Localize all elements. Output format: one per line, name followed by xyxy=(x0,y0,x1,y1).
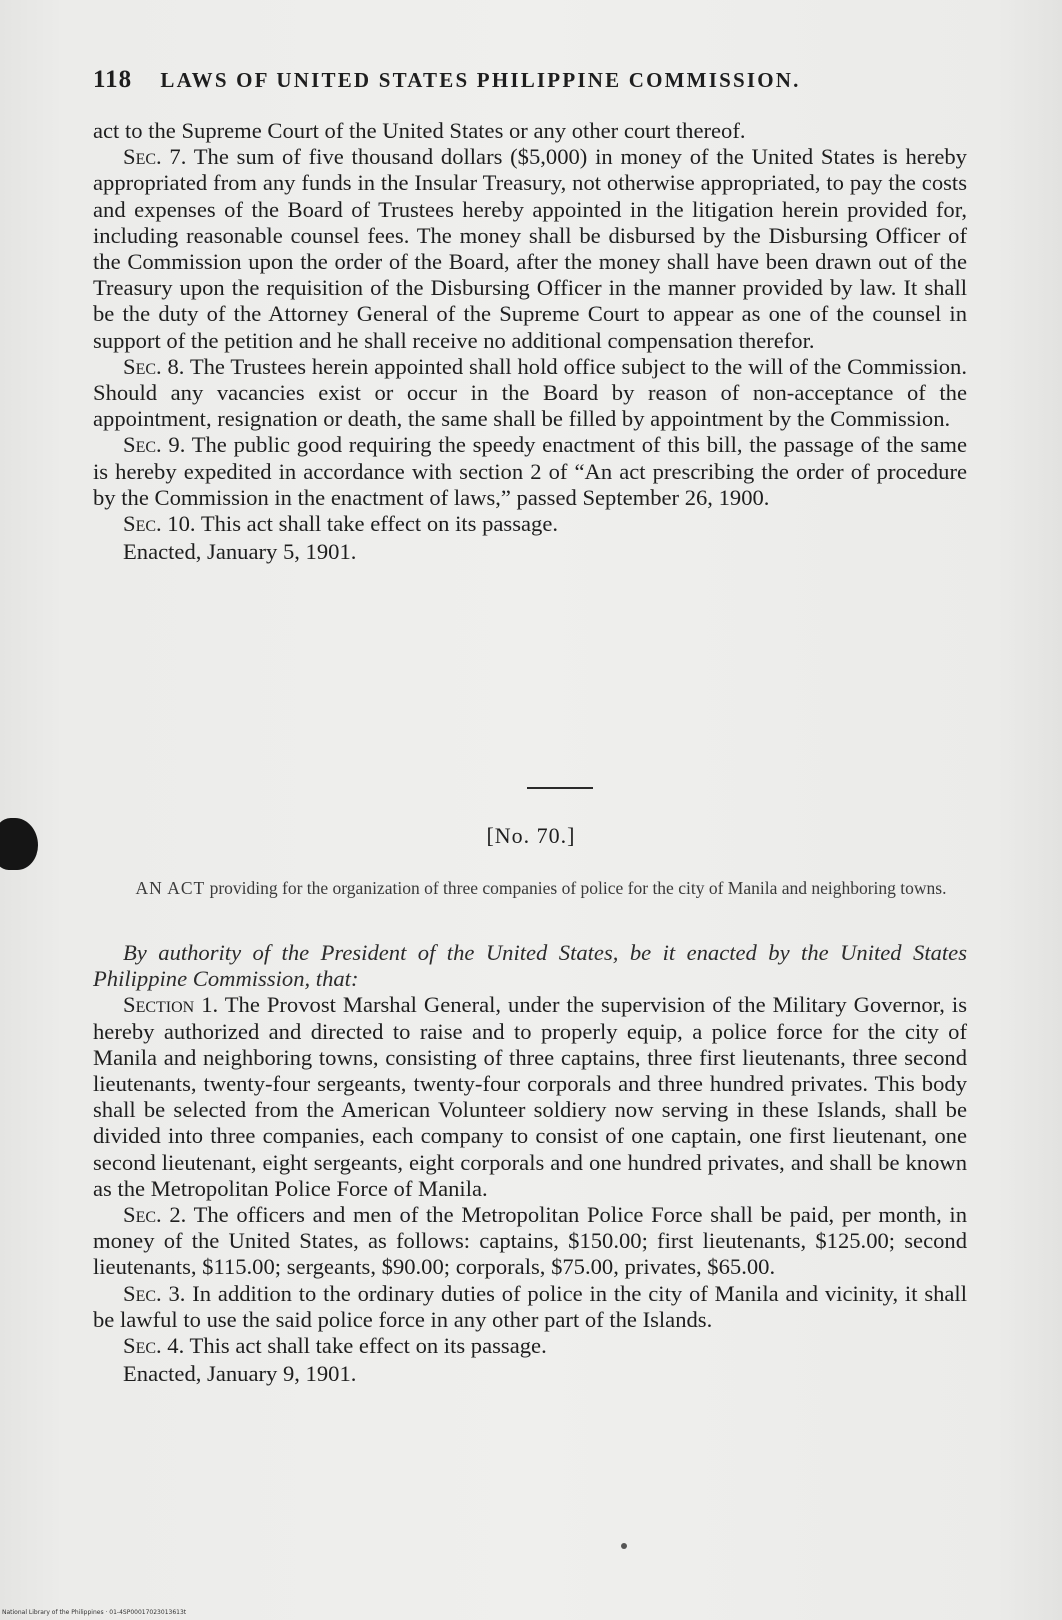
section-text: The Provost Marshal General, under the supervision of the Military Governor, is hereby authorized and directed to raise and to properly equip, a police force for the city of Manila and neighboring towns, consisting of three captains, three first lieutenants, three second lieutenants, twenty-four sergeants, twenty-four corporals and three hundred privates. This body shall be selected from the American Volunteer soldiery now serving in these Islands, shall be divided into three companies, each company to consist of one captain, one first lieutenant, one second lieutenant, eight sergeants, eight corporals and one hundred privates, and shall be known as the Metropolitan Police Force of Manila. xyxy=(93,992,967,1201)
section-label: Sec. 7. xyxy=(123,144,187,170)
section-text: The officers and men of the Metropolitan Police Force shall be paid, per month, in money of the United States, as follows: captains, $150.00; first lieutenants, $125.00; second lieutenants, $115.00; sergeants, $90.00; corporals, $75.00, privates, $65.00. xyxy=(93,1202,967,1280)
act-70-section-3 xyxy=(93,1281,967,1333)
act-69-section-8 xyxy=(93,354,967,433)
section-text: This act shall take effect on its passage. xyxy=(189,1333,547,1359)
enacting-clause: By authority of the President of the United States, be it enacted by the United States Philippine Commission, that: xyxy=(93,940,967,992)
section-label: Sec. 4. xyxy=(123,1333,185,1359)
act-69-section-9 xyxy=(93,432,967,511)
act-69-section-7 xyxy=(93,144,967,354)
act-title-text: providing for the organization of three companies of police for the city of Manila and neighboring towns. xyxy=(209,878,947,898)
section-text: The sum of five thousand dollars ($5,000) in money of the United States is hereby appropriated from any funds in the Insular Treasury, not otherwise appropriated, to pay the costs and expenses of the Board of Trustees hereby appointed in the litigation herein provided for, including reasonable counsel fees. The money shall be disbursed by the Disbursing Officer of the Commission upon the order of the Board, after the money shall have been drawn out of the Treasury upon the requisition of the Disbursing Officer in the manner provided by law. It shall be the duty of the Attorney General of the Supreme Court to appear as one of the counsel in support of the petition and he shall receive no additional compensation therefor. xyxy=(93,144,967,353)
section-label: Sec. 3. xyxy=(123,1280,186,1306)
act-69-enacted-date: Enacted, January 5, 1901. xyxy=(123,539,357,565)
section-label: Section 1. xyxy=(123,992,219,1018)
page-header xyxy=(93,66,973,94)
act-70-section-2 xyxy=(93,1202,967,1281)
act-69-continuation: act to the Supreme Court of the United States or any other court thereof. xyxy=(93,118,746,143)
act-69-section-10 xyxy=(93,511,967,537)
act-70-enacted-date: Enacted, January 9, 1901. xyxy=(123,1361,357,1387)
section-label: Sec. 9. xyxy=(123,432,186,458)
running-title: LAWS OF UNITED STATES PHILIPPINE COMMISSION. xyxy=(160,68,801,92)
act-title-lead: AN ACT xyxy=(135,878,206,898)
act-number: [No. 70.] xyxy=(486,823,576,848)
section-text: This act shall take effect on its passage. xyxy=(200,511,559,537)
act-70-body xyxy=(93,940,967,1387)
act-70-section-4 xyxy=(93,1333,967,1359)
ink-speck xyxy=(621,1543,627,1549)
section-label: Sec. 2. xyxy=(123,1202,187,1228)
act-70-section-1 xyxy=(93,992,967,1202)
act-69-body xyxy=(93,118,967,565)
section-label: Sec. 10. xyxy=(123,511,196,537)
scan-credit: National Library of the Philippines · 01-4SP00017023013613t xyxy=(2,1609,187,1616)
act-title xyxy=(115,878,967,899)
section-label: Sec. 8. xyxy=(123,353,185,379)
page-number: 118 xyxy=(93,66,133,93)
section-text: The Trustees herein appointed shall hold office subject to the will of the Commission. Should any vacancies exist or occur in the Board by reason of non-acceptance of the appointment, resignation or death, the same shall be filled by appointment by the Commission. xyxy=(93,353,967,432)
section-text: In addition to the ordinary duties of police in the city of Manila and vicinity, it shall be lawful to use the said police force in any other part of the Islands. xyxy=(93,1280,967,1332)
section-divider xyxy=(527,787,593,789)
section-text: The public good requiring the speedy enactment of this bill, the passage of the same is hereby expedited in accordance with section 2 of “An act prescribing the order of procedure by the Commission in the enactment of laws,” passed September 26, 1900. xyxy=(93,432,967,510)
